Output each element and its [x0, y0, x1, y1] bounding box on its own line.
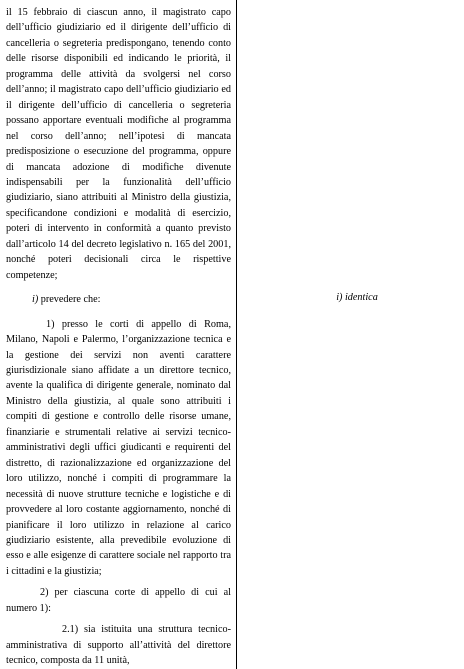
- paragraph-2-corte-appello: 2) per ciascuna corte di appello di cui al numero 1):: [6, 587, 231, 614]
- letter-i-marker: i): [32, 294, 39, 306]
- prevedere-text: prevedere che:: [38, 294, 101, 306]
- paragraph-1-corti-appello: 1) presso le corti di appello di Roma, Milano, Napoli e Palermo, l’organizzazione tecnica e la gestione dei servizi non aventi carattere giurisdizionale siano affidate a un direttore tecnico, avente la qualifica di dirigente generale, nominato dal Ministro della giustizia, al quale sono attribuiti i compiti di gestione e controllo delle risorse umane, finanziarie e strumentali relative ai servizi tecnico-amministrativi degli uffici giudicanti e requirenti del distretto, di razionalizzazione ed organizzazione del loro utilizzo, nonché i compiti di programmare la necessità di nuove strutture tecniche e logistiche e di provvedere al loro costante aggiornamento, nonché di pianificare il loro utilizzo in relazione al carico giudiziario esistente, alla prevedibile evoluzione di esso e alle esigenze di carattere sociale nel rapporto tra i cittadini e la giustizia;: [6, 318, 231, 577]
- paragraph-i-prevedere: [6, 292, 231, 307]
- paragraph-2-1-struttura: 2.1) sia istituita una struttura tecnico-amministrativa di supporto all’attività del direttore tecnico, composta da 11 unità,: [6, 624, 231, 667]
- column-divider: [236, 0, 237, 669]
- identica-text: i) identica: [336, 292, 378, 303]
- right-column: [262, 290, 452, 305]
- left-column: [6, 5, 231, 669]
- paragraph-programma: il 15 febbraio di ciascun anno, il magistrato capo dell’ufficio giudiziario ed il dirigente dell’ufficio di cancelleria o segreteria predispongano, tenendo conto delle risorse disponibili ed indicando le priorità, il programma delle attività da svolgersi nel corso dell’anno; il magistrato capo dell’ufficio giudiziario ed il dirigente dell’ufficio di cancelleria o segreteria possano apportare eventuali modifiche al programma nel corso dell’anno; nell’ipotesi di mancata predisposizione o esecuzione del programma, oppure di mancata adozione di modifiche divenute indispensabili per la funzionalità dell’ufficio giudiziario, siano attribuiti al Ministro della giustizia, specificandone condizioni e modalità di esercizio, poteri di intervento in conformità a quanto previsto dall’articolo 14 del decreto legislativo n. 165 del 2001, nonché poteri decisionali circa le rispettive competenze;: [6, 7, 231, 281]
